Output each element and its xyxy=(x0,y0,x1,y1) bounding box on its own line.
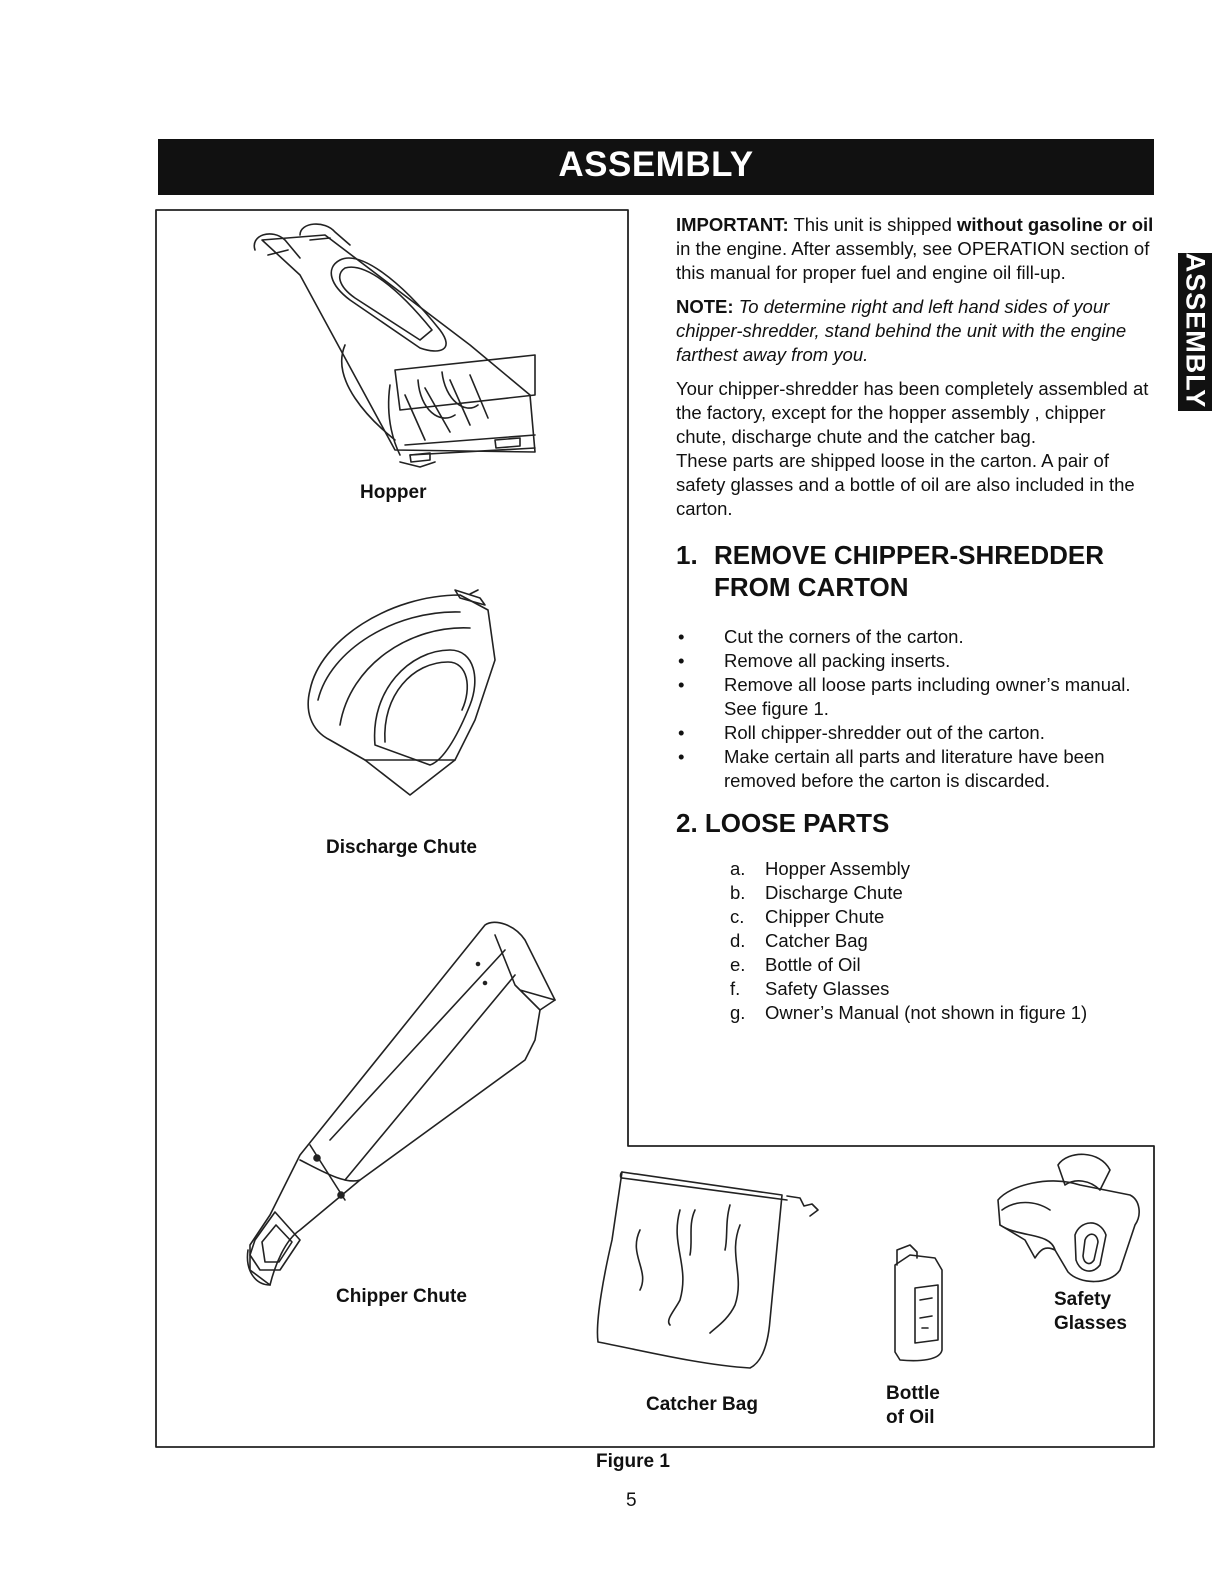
section1-title: REMOVE CHIPPER-SHREDDER FROM CARTON xyxy=(714,540,1105,602)
list-item: b. Discharge Chute xyxy=(730,882,903,903)
list-item: • Cut the corners of the carton. xyxy=(678,626,964,647)
assembly-paragraph: Your chipper-shredder has been completely assembled at the factory, except for the hopper assembly , chipper chute, discharge chute and the catcher bag. xyxy=(676,378,1149,447)
section-banner: ASSEMBLY xyxy=(158,139,1154,195)
catcher-bag-caption: Catcher Bag xyxy=(646,1394,758,1415)
page-number: 5 xyxy=(626,1490,637,1511)
important-text-2: in the engine. After assembly, see OPERATION section of this manual for proper fuel and engine oil fill-up. xyxy=(676,238,1150,283)
list-item: • Make certain all parts and literature have been removed before the carton is discarded. xyxy=(678,746,1105,791)
safety-glasses-illustration xyxy=(998,1154,1139,1281)
note-label: NOTE: xyxy=(676,296,734,317)
safety-glasses-caption xyxy=(1054,1288,1127,1336)
instructions-column xyxy=(676,213,1154,1025)
list-item: • Remove all packing inserts. xyxy=(678,650,951,671)
catcher-bag-illustration xyxy=(597,1172,818,1368)
discharge-chute-caption: Discharge Chute xyxy=(326,837,477,858)
glasses-caption-line2: Glasses xyxy=(1054,1313,1127,1334)
bottle-caption-line1: Bottle xyxy=(886,1383,940,1404)
list-item: • Remove all loose parts including owner’s manual. See figure 1. xyxy=(678,674,1131,719)
list-item: f. Safety Glasses xyxy=(730,978,890,999)
section1-bullets xyxy=(676,625,1154,793)
important-paragraph xyxy=(676,213,1154,285)
bottle-of-oil-illustration xyxy=(895,1245,942,1361)
section1-number: 1. xyxy=(676,540,698,570)
section2-heading: 2. LOOSE PARTS xyxy=(676,808,890,838)
figure-caption: Figure 1 xyxy=(596,1451,670,1472)
list-item: • Roll chipper-shredder out of the carton. xyxy=(678,722,1045,743)
note-text: To determine right and left hand sides of your chipper-shredder, stand behind the unit with the engine farthest away from you. xyxy=(676,296,1127,365)
note-paragraph xyxy=(676,295,1154,367)
bottle-caption-line2: of Oil xyxy=(886,1407,935,1428)
hopper-illustration xyxy=(254,224,535,467)
hopper-caption: Hopper xyxy=(360,482,427,503)
list-item: e. Bottle of Oil xyxy=(730,954,861,975)
list-item: c. Chipper Chute xyxy=(730,906,885,927)
important-text-1: This unit is shipped xyxy=(788,214,958,235)
loose-parts-paragraph: These parts are shipped loose in the carton. A pair of safety glasses and a bottle of oil are also included in the carton. xyxy=(676,450,1135,519)
glasses-caption-line1: Safety xyxy=(1054,1289,1112,1310)
list-item: g. Owner’s Manual (not shown in figure 1) xyxy=(730,1002,1088,1023)
loose-parts-list xyxy=(676,857,1154,1025)
important-label: IMPORTANT: xyxy=(676,214,789,235)
list-item: d. Catcher Bag xyxy=(730,930,868,951)
side-tab-label: ASSEMBLY xyxy=(1180,253,1211,409)
chipper-chute-caption: Chipper Chute xyxy=(336,1286,467,1307)
chipper-chute-illustration xyxy=(247,922,555,1285)
important-bold: without gasoline or oil xyxy=(957,214,1154,235)
discharge-chute-illustration xyxy=(308,590,495,795)
list-item: a. Hopper Assembly xyxy=(730,858,910,879)
section1-heading xyxy=(676,539,1154,603)
bottle-of-oil-caption xyxy=(886,1382,940,1430)
